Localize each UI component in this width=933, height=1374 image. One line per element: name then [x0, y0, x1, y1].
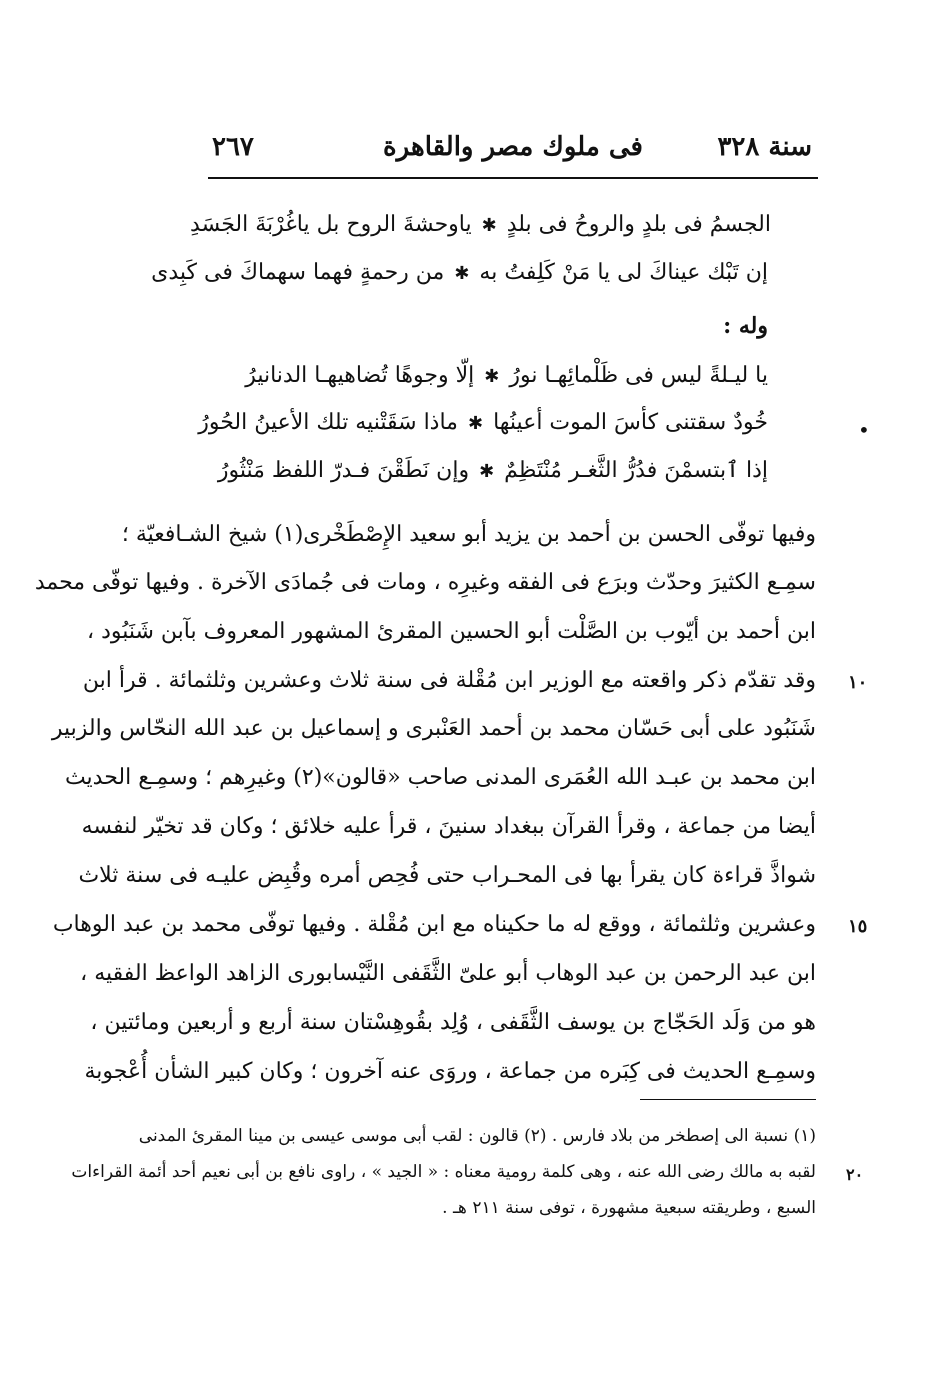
verse-line [190, 212, 771, 237]
prose-line: وعشرين وثلثمائة ، ووقع له ما حكيناه مع ابن مُقْلة . وفيها توفّى محمد بن عبد الوهاب [52, 912, 816, 937]
verse-line [151, 260, 768, 285]
margin-line-number: ١٠ [848, 672, 868, 693]
margin-line-number: ١٥ [848, 916, 868, 937]
verse-hemistich-second: ياوحشةَ الروح بل ياغُرْبَةَ الجَسَدِ [190, 212, 472, 237]
verse-separator-star: ✱ [481, 215, 497, 236]
prose-line: ابن عبد الرحمن بن عبد الوهاب أبو علىّ الثَّقَفى النَّيْسابورى الزاهد الواعظ الفقيه ، [80, 961, 816, 986]
verse-hemistich-first: خُودٌ سقتنى كأسَ الموت أعينُها [493, 410, 768, 435]
verse-hemistich-second: من رحمةٍ فهما سهماكَ فى كَبِدى [151, 260, 445, 285]
verse-separator-star: ✱ [484, 366, 500, 387]
verse-separator-star: ✱ [479, 461, 495, 482]
verse-hemistich-first: يا ليـلةً ليس فى ظَلْمائِهـا نورُ [509, 363, 768, 388]
prose-line: ابن أحمد بن أيّوب بن الصَّلْت أبو الحسين المقرئ المشهور المعروف بآبن شَنَبُود ، [86, 619, 816, 644]
header-rule [208, 177, 818, 179]
prose-line: شَنَبُود على أبى حَسّان محمد بن أحمد العَنْبرى و إسماعيل بن عبد الله النحّاس والزبير [51, 716, 816, 741]
footnote-line: (١) نسبة الى إصطخر من بلاد فارس . (٢) قالون : لقب أبى موسى عيسى بن مينا المقرئ المدنى [138, 1126, 816, 1146]
footnote-line: السبع ، وطريقته سبعية مشهورة ، توفى سنة ٢١١ هـ . [442, 1198, 816, 1218]
verse-line [218, 458, 768, 483]
verse-hemistich-second: وإن نَطَقْنَ فـدرّ اللفظ مَنْثُورُ [217, 458, 470, 483]
verse-separator-star: ✱ [454, 263, 470, 284]
prose-line: شواذَّ قراءة كان يقرأ بها فى المحـراب حتى فُحِص أمره وقُبِض عليـه فى سنة ثلاث [78, 863, 816, 888]
footnote-line: لقبه به مالك رضى الله عنه ، وهى كلمة رومية معناه : « الجيد » ، راوى نافع بن أبى نعيم أحد أئمة القراءات [71, 1162, 816, 1182]
prose-line: سمِـع الكثيرَ وحدّث وبرَع فى الفقه وغيرِه ، ومات فى جُمادَى الآخرة . وفيها توفّى محمد [34, 570, 816, 595]
prose-line: وفيها توفّى الحسن بن أحمد بن يزيد أبو سعيد الإِصْطَخْرى(١) شيخ الشـافعيّة ؛ [121, 522, 816, 547]
header-title: فى ملوك مصر والقاهرة [383, 132, 643, 162]
verse-hemistich-second: إلّا وجوهًا تُضاهيهـا الدنانيرُ [245, 363, 475, 388]
prose-line: وقد تقدّم ذكر واقعته مع الوزير ابن مُقْلة فى سنة ثلاث وعشرين وثلثمائة . قرأ ابن [82, 668, 816, 693]
running-header [208, 128, 818, 172]
prose-line: أيضا من جماعة ، وقرأ القرآن ببغداد سنينَ ، قرأ عليه خلائق ؛ وكان قد تخيّر لنفسه [81, 814, 816, 839]
verse-hemistich-first: إن تَبْك عيناكَ لى يا مَنْ كَلِفتُ به [479, 260, 768, 285]
verse-line [198, 410, 768, 435]
prose-line: هو من وَلَد الحَجّاج بن يوسف الثَّقَفى ، وُلِد بقُوهِسْتان سنة أربع و أربعين ومائتين ، [90, 1010, 816, 1035]
margin-line-number: ٢٠ [846, 1165, 864, 1184]
verse-line [245, 363, 768, 388]
page-number: ٢٦٧ [212, 132, 254, 162]
section-label: وله : [723, 313, 768, 339]
verse-separator-star: ✱ [467, 413, 484, 434]
verse-hemistich-second: ماذا سَقَتْنيه تلك الأعينُ الحُورُ [198, 410, 458, 435]
verse-hemistich-first: الجسمُ فى بلدٍ والروحُ فى بلدٍ [506, 212, 771, 237]
prose-line: ابن محمد بن عبـد الله العُمَرى المدنى صاحب «قالون»(٢) وغيرِهم ؛ وسمِـع الحديث [64, 765, 816, 790]
prose-line: وسمِـع الحديث فى كِبَره من جماعة ، وروَى عنه آخرون ؛ وكان كبير الشأن أُعْجوبة [84, 1059, 816, 1084]
footnote-rule [640, 1099, 816, 1100]
margin-bullet: • [858, 418, 870, 442]
header-year: سنة ٣٢٨ [717, 132, 812, 162]
verse-hemistich-first: إذا ٱبتسمْنَ فدُرُّ الثَّغـر مُنْتَظِمٌ [504, 458, 768, 483]
